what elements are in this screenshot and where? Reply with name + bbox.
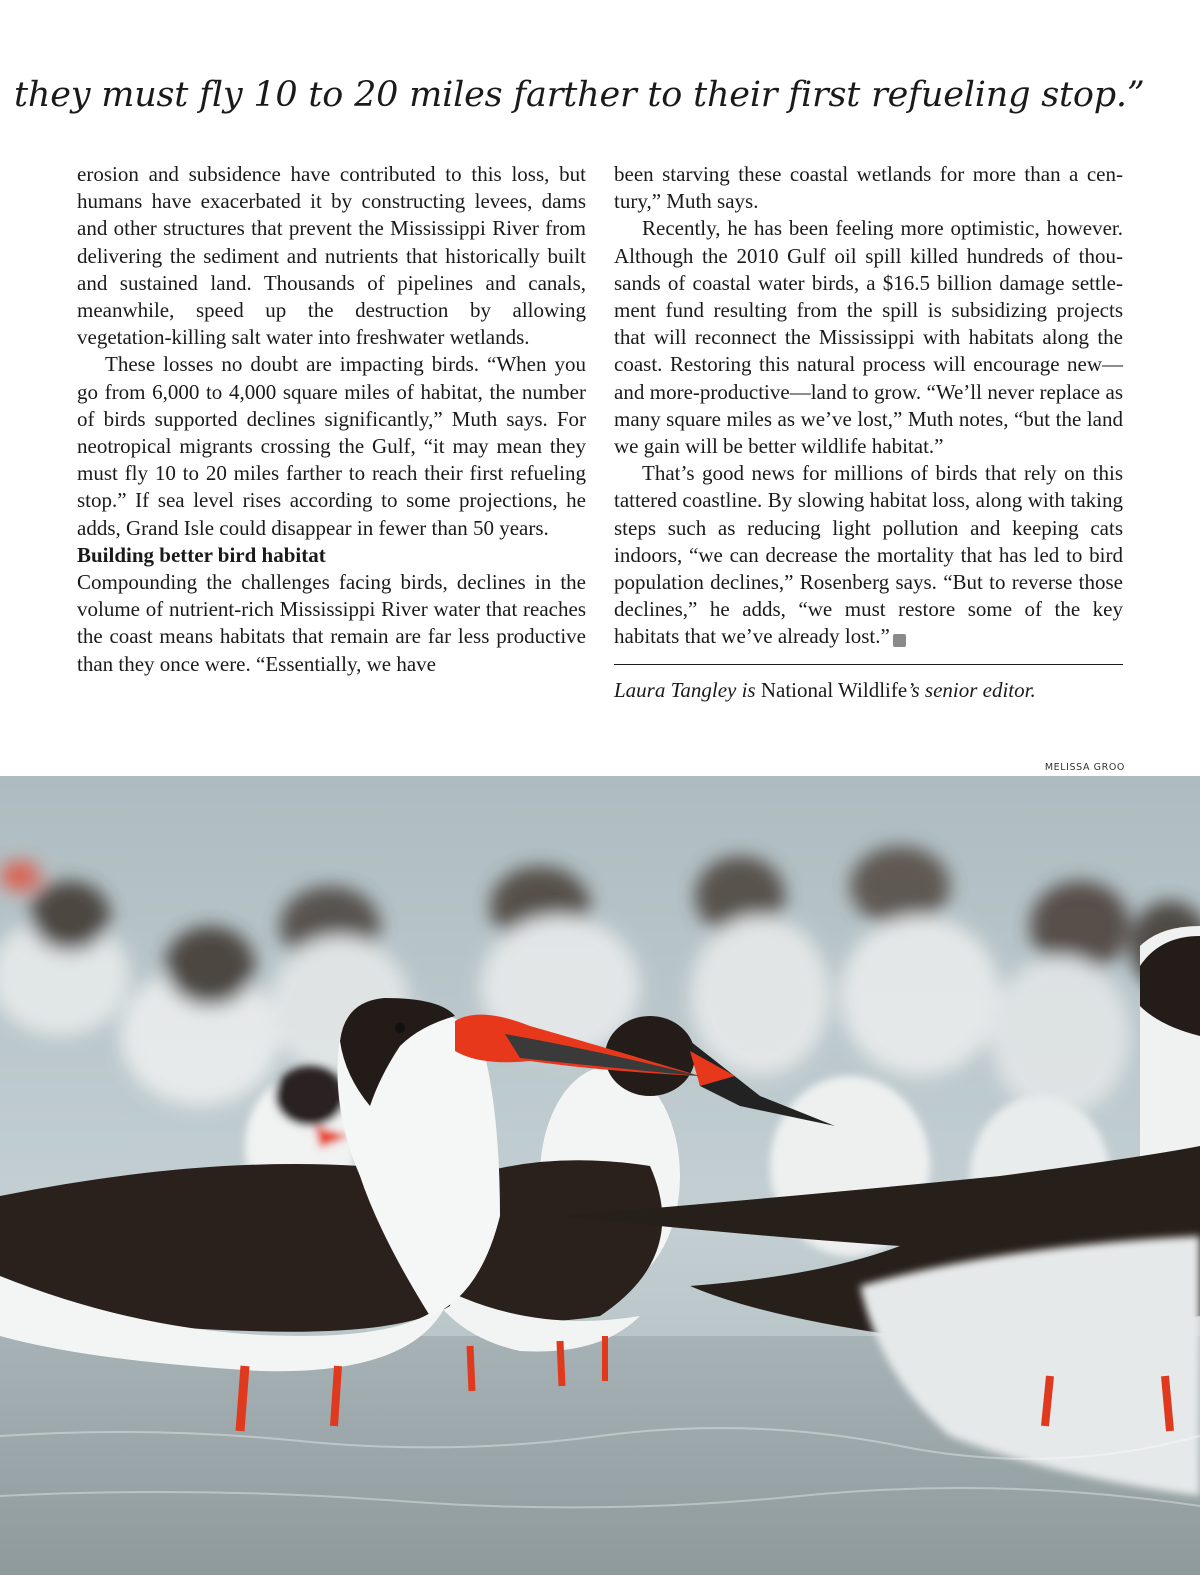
paragraph-final (614, 460, 1123, 650)
photo-credit: MELISSA GROO (1044, 762, 1125, 773)
article-column-right (614, 161, 1123, 704)
pull-quote: they must fly 10 to 20 miles farther to their first refueling stop.” (14, 75, 1145, 115)
paragraph: been starving these coastal wetlands for more than a century,” Muth says. (614, 162, 1123, 214)
end-mark-icon: W (893, 634, 906, 647)
section-subhead: Building better bird habitat (77, 542, 326, 567)
author-title: ’s senior editor. (907, 677, 1036, 702)
author-byline (614, 677, 1123, 704)
publication-name: National Wildlife (760, 677, 908, 702)
paragraph: Compounding the challenges facing birds, declines in the volume of nutrient-rich Mississippi River water that reaches the coast means habitats that remain are far less productive than they once were. “Essentially, we have (77, 570, 586, 676)
paragraph: Recently, he has been feeling more optimistic, however. Although the 2010 Gulf oil spill killed hundreds of thousands of coastal water birds, a $16.5 billion damage settlement fund resulting from the spill is subsidizing projects that will reconnect the Mississippi with habitats along the coast. Restoring this natural process will encourage new—and more-productive—land to grow. “We’ll never replace as many square miles as we’ve lost,” Muth notes, “but the land we gain will be better wildlife habitat.” (614, 216, 1123, 459)
black-skimmers-on-beach-photo (0, 776, 1200, 1575)
paragraph: erosion and subsidence have contributed to this loss, but humans have exacerbated it by constructing levees, dams and other structures that prevent the Mississippi River from delivering the sediment and nutrients that historically built and sustained land. Thousands of pipelines and canals, meanwhile, speed up the destruction by allowing vegetation-killing salt water into freshwater wetlands. (77, 162, 586, 350)
paragraph: These losses no doubt are impacting birds. “When you go from 6,000 to 4,000 square miles of habitat, the number of birds supported declines significantly,” Muth says. For neotropical migrants crossing the Gulf, “it may mean they must fly 10 to 20 miles farther to reach their first refueling stop.” If sea level rises according to some projections, he adds, Grand Isle could disappear in fewer than 50 years. (77, 352, 586, 540)
byline-connector: is (736, 677, 761, 702)
author-name: Laura Tangley (614, 677, 737, 702)
article-column-left (77, 161, 586, 678)
paragraph-text: That’s good news for millions of birds that rely on this tattered coastline. By slowing habitat loss, along with taking steps such as reducing light pollution and keeping cats indoors, “we can decrease the mortality that has led to bird population declines,” Rosenberg says. “But to reverse those declines,” he adds, “we must restore some of the key habitats that we’ve already lost.” (614, 461, 1123, 649)
byline-divider (614, 664, 1123, 665)
